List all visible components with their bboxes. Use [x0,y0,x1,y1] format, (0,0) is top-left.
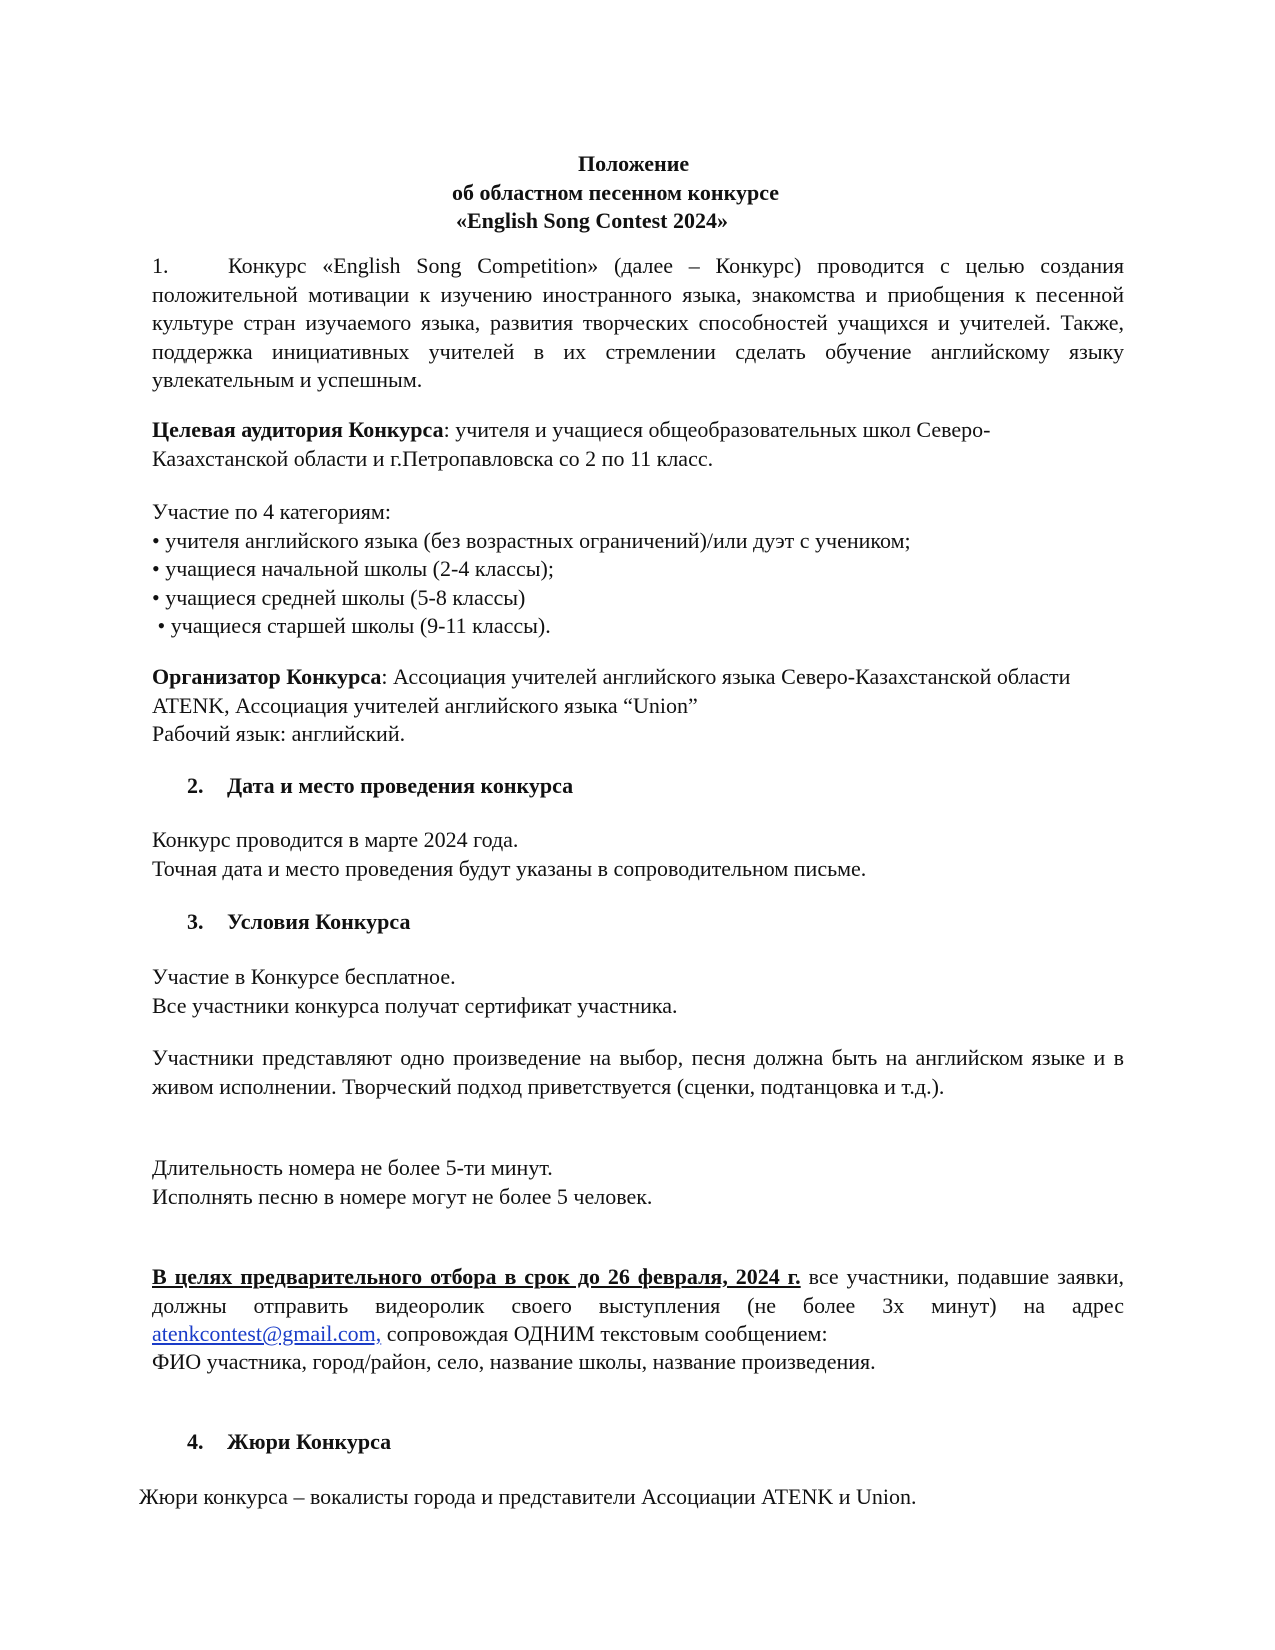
jury-description: Жюри конкурса – вокалисты города и представители Ассоциации ATENK и Union. [139,1484,917,1509]
categories-list [152,498,1124,641]
document-title [0,150,1275,236]
deadline-tail: сопровождая ОДНИМ текстовым сообщением: [381,1321,828,1346]
duration-limit: Длительность номера не более 5-ти минут. [152,1155,553,1180]
participation-certificate: Все участники конкурса получат сертификат участника. [152,992,678,1018]
performance-rules: Участники представляют одно произведение на выбор, песня должна быть на английском языке и в живом исполнении. Творческий подход приветствуется (сценки, подтанцовка и т.д.). [152,1045,1124,1099]
section-1-paragraph [152,252,1124,395]
category-item: • учащиеся старшей школы (9-11 классы). [152,613,551,638]
deadline-instructions: все участники, подавшие заявки, должны отправить видеоролик своего выступления (не более 3х минут) на адрес [152,1264,1124,1318]
category-item: • учащиеся средней школы (5-8 классы) [152,584,526,610]
performance-limits [152,1154,1124,1211]
working-language: Рабочий язык: английский. [152,721,406,746]
people-limit: Исполнять песню в номере могут не более 5 человек. [152,1183,653,1209]
title-line-2: об областном песенном конкурсе [452,179,779,205]
required-fields: ФИО участника, город/район, село, название школы, название произведения. [152,1349,876,1374]
section-3-heading [187,908,410,937]
organizer-text: : Ассоциация учителей английского языка Северо-Казахстанской области ATENK, Ассоциация учителей английского языка “Union” [152,664,1071,718]
section-1-number: 1. [152,253,169,278]
organizer-block [152,663,1124,749]
title-line-1: Положение [578,151,690,176]
target-audience-text: : учителя и учащиеся общеобразовательных школ Северо-Казахстанской области и г.Петропавловска со 2 по 11 класс. [152,417,991,471]
section-4-number: 4. [187,1429,204,1454]
section-3-title: Условия Конкурса [227,909,411,934]
section-3-fee [152,963,1124,1020]
section-4-heading [187,1428,391,1457]
section-3-number: 3. [187,909,204,934]
title-line-3: «English Song Contest 2024» [456,208,729,233]
contest-place-note: Точная дата и место проведения будут указаны в сопроводительном письме. [152,855,867,881]
categories-intro: Участие по 4 категориям: [152,499,391,524]
contest-email-link[interactable]: atenkcontest@gmail.com, [152,1321,382,1346]
section-2-number: 2. [187,773,204,798]
preselection-paragraph [152,1263,1124,1349]
target-audience-label: Целевая аудитория Конкурса [152,417,444,442]
contest-date: Конкурс проводится в марте 2024 года. [152,827,519,852]
section-2-heading [187,772,573,801]
participation-free: Участие в Конкурсе бесплатное. [152,964,456,989]
organizer-label: Организатор Конкурса [152,664,382,689]
category-item: • учащиеся начальной школы (2-4 классы); [152,556,554,581]
category-item: • учителя английского языка (без возрастных ограничений)/или дуэт с учеником; [152,527,911,553]
section-4-title: Жюри Конкурса [227,1429,392,1454]
section-2-title: Дата и место проведения конкурса [227,773,574,798]
section-2-body [152,826,1124,883]
deadline-text: В целях предварительного отбора в срок до 26 февраля, 2024 г. [152,1264,801,1289]
section-1-text: Конкурс «English Song Competition» (далее – Конкурс) проводится с целью создания положительной мотивации к изучению иностранного языка, знакомства и приобщения к песенной культуре стран изучаемого языка, развития творческих способностей учащихся и учителей. Также, поддержка инициативных учителей в их стремлении сделать обучение английскому языку увлекательным и успешным. [152,253,1124,392]
target-audience [152,416,1124,473]
